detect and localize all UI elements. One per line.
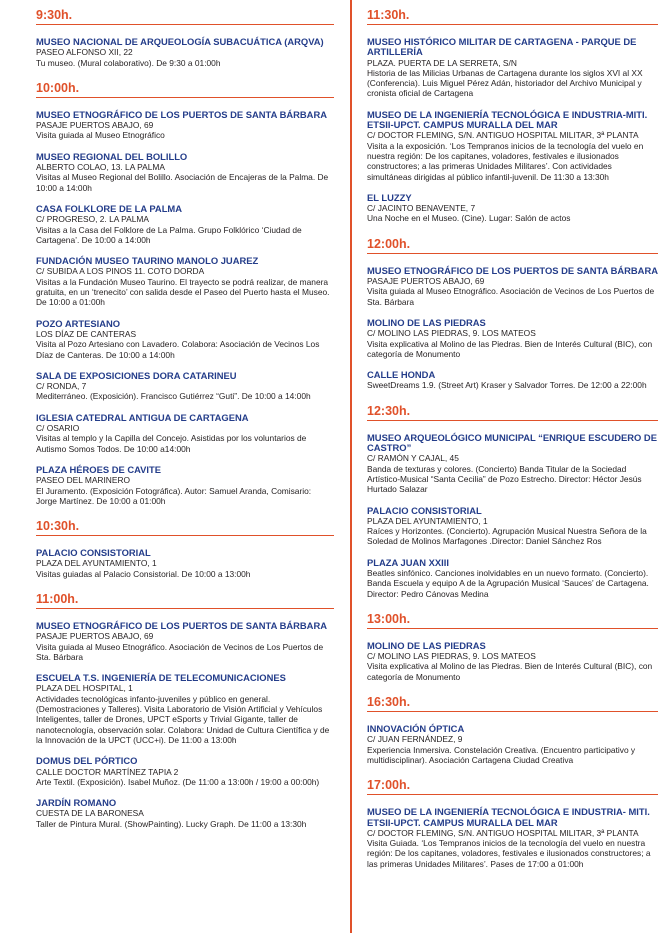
event-venue: MUSEO DE LA INGENIERÍA TECNOLÓGICA E INDUSTRIA- MITI. ETSII-UPCT. CAMPUS MURALLA DEL MAR xyxy=(367,806,650,828)
event-address: PASAJE PUERTOS ABAJO, 69 xyxy=(36,631,154,642)
event-venue: PALACIO CONSISTORIAL xyxy=(36,547,151,559)
time-slot xyxy=(36,79,334,506)
event-description: Mediterráneo. (Exposición). Francisco Gutiérrez “Guti”. De 10:00 a 14:00h xyxy=(36,391,311,402)
event-description: Visitas al templo y la Capilla del Concejo. Asistidas por los voluntarios de Autismo Somos Todos. De 10:00 a14:00h xyxy=(36,433,307,454)
event-entry xyxy=(36,204,334,245)
event-description: SweetDreams 1.9. (Street Art) Kraser y Salvador Torres. De 12:00 a 22:00h xyxy=(367,380,647,391)
event-description: Arte Textil. (Exposición). Isabel Muñoz. (De 11:00 a 13:00h / 19:00 a 00:00h) xyxy=(36,776,320,787)
event-description: Taller de Pintura Mural. (ShowPainting). Lucky Graph. De 11:00 a 13:30h xyxy=(36,818,307,829)
time-slot xyxy=(367,693,658,765)
event-venue: MUSEO HISTÓRICO MILITAR DE CARTAGENA - PARQUE DE ARTILLERÍA xyxy=(367,36,637,58)
event-address: C/ JACINTO BENAVENTE, 7 xyxy=(367,203,476,214)
time-rule xyxy=(367,24,658,25)
event-description: El Juramento. (Exposición Fotográfica). Autor: Samuel Aranda, Comisario: Jorge Martínez. De 10:00 a 01:00h xyxy=(36,485,312,506)
event-description: Visita explicativa al Molino de las Piedras. Bien de Interés Cultural (BIC), con categoría de Monumento xyxy=(367,661,653,682)
event-venue: SALA DE EXPOSICIONES DORA CATARINEU xyxy=(36,369,237,381)
time-heading: 16:30h. xyxy=(367,695,411,710)
time-heading: 11:30h. xyxy=(367,8,410,22)
time-slot xyxy=(367,402,658,599)
event-entry xyxy=(36,621,334,662)
time-slot xyxy=(367,610,658,682)
time-rule xyxy=(367,794,658,795)
event-address: C/ JUAN FERNÁNDEZ, 9 xyxy=(367,734,463,745)
event-entry xyxy=(36,371,334,402)
event-venue: MUSEO ETNOGRÁFICO DE LOS PUERTOS DE SANTA BÁRBARA xyxy=(36,619,327,631)
event-description: Experiencia Inmersiva. Constelación Creativa. (Encuentro participativo y multidisciplinar). Asociación Cartagena Ciudad Creativa xyxy=(367,744,636,765)
event-description: Visitas a la Casa del Folklore de La Palma. Grupo Folklórico ‘Ciudad de Cartagena’. De 10:00 a 14:00h xyxy=(36,224,302,245)
time-rule xyxy=(367,711,658,712)
time-rule xyxy=(36,535,334,536)
event-venue: ESCUELA T.S. INGENIERÍA DE TELECOMUNICACIONES xyxy=(36,672,286,684)
event-description: Visita guiada al Museo Etnográfico. Asociación de Vecinos de Los Puertos de Sta. Bárbara xyxy=(367,286,655,307)
event-venue: EL LUZZY xyxy=(367,191,412,203)
event-entry xyxy=(367,433,658,495)
time-heading: 10:00h. xyxy=(36,80,80,95)
event-venue: PALACIO CONSISTORIAL xyxy=(367,504,482,516)
time-rule xyxy=(367,253,658,254)
event-address: C/ OSARIO xyxy=(36,423,80,434)
event-address: PLAZA. PUERTA DE LA SERRETA, S/N xyxy=(367,57,517,68)
event-description: Visita guiada al Museo Etnográfico xyxy=(36,130,165,141)
event-description: Beatles sinfónico. Canciones inolvidables en un nuevo formato. (Concierto). Banda Escuela y equipo A de la Agrupación Musical ‘Sauces’ de Cartagena. Director: Pedro Cánovas Medina xyxy=(367,567,649,599)
event-venue: DOMUS DEL PÓRTICO xyxy=(36,755,138,767)
column-divider xyxy=(350,0,352,933)
event-address: PASAJE PUERTOS ABAJO, 69 xyxy=(367,276,485,287)
event-entry xyxy=(367,724,658,765)
event-entry xyxy=(367,193,658,224)
event-address: PLAZA DEL AYUNTAMIENTO, 1 xyxy=(367,515,488,526)
event-description: Una Noche en el Museo. (Cine). Lugar: Salón de actos xyxy=(367,213,571,224)
time-heading: 10:30h. xyxy=(36,519,80,534)
event-venue: IGLESIA CATEDRAL ANTIGUA DE CARTAGENA xyxy=(36,411,249,423)
event-entry xyxy=(367,506,658,547)
event-description: Banda de texturas y colores. (Concierto) Banda Titular de la Sociedad Artístico-Musical “Santa Cecilia” de Pozo Estrecho. Director: Héctor Jesús Hurtado Salazar xyxy=(367,463,642,495)
event-venue: POZO ARTESIANO xyxy=(36,317,121,329)
event-venue: MUSEO ETNOGRÁFICO DE LOS PUERTOS DE SANTA BÁRBARA xyxy=(36,108,327,120)
event-entry xyxy=(367,558,658,599)
event-description: Visita explicativa al Molino de las Piedras. Bien de Interés Cultural (BIC), con categoría de Monumento xyxy=(367,338,653,359)
event-entry xyxy=(36,37,334,68)
event-venue: MUSEO DE LA INGENIERÍA TECNOLÓGICA E INDUSTRIA-MITI. ETSII-UPCT. CAMPUS MURALLA DEL MAR xyxy=(367,108,648,131)
event-description: Visita al Pozo Artesiano con Lavadero. Colabora: Asociación de Vecinos Los Díaz de Canteras. De 10:00 a 14:00h xyxy=(36,339,320,360)
event-entry xyxy=(367,266,658,307)
event-description: Visitas al Museo Regional del Bolillo. Asociación de Encajeras de la Palma. De 10:00 a 14:00h xyxy=(36,172,329,193)
event-address: PLAZA DEL AYUNTAMIENTO, 1 xyxy=(36,558,157,569)
event-description: Historia de las Milicias Urbanas de Cartagena durante los siglos XVI al XX (Conferencia). Luis Miguel Pérez Adán, historiador del Archivo Municipal y cronista oficial de Cartagena xyxy=(367,67,643,99)
event-address: ALBERTO COLAO, 13. LA PALMA xyxy=(36,162,165,173)
time-rule xyxy=(36,608,334,609)
event-entry xyxy=(36,465,334,506)
event-description: Tu museo. (Mural colaborativo). De 9:30 a 01:00h xyxy=(36,57,221,68)
event-venue: PLAZA HÉROES DE CAVITE xyxy=(36,463,162,475)
time-slot xyxy=(36,517,334,579)
event-description: Visita guiada al Museo Etnográfico. Asociación de Vecinos de Los Puertos de Sta. Bárbara xyxy=(36,641,324,662)
event-venue: MUSEO REGIONAL DEL BOLILLO xyxy=(36,150,188,162)
time-heading: 11:00h. xyxy=(36,591,79,606)
event-entry xyxy=(367,318,658,359)
time-slot xyxy=(36,590,334,829)
event-description: Visita a la exposición. ‘Los Tempranos inicios de la tecnología del vuelo en nuestra región: De los capitanes, voladores, festivales e ilusionados constructores; a las primeras Unidades Militares’. Con actividades simultáneas dirigidas al público infantil-juvenil. De 11:30 a 13:30h xyxy=(367,140,644,182)
event-address: LOS DÍAZ DE CANTERAS xyxy=(36,328,137,339)
time-rule xyxy=(367,420,658,421)
event-entry xyxy=(367,807,658,869)
event-address: CUESTA DE LA BARONESA xyxy=(36,808,144,819)
time-rule xyxy=(36,24,334,25)
event-entry xyxy=(36,110,334,141)
event-address: PASEO DEL MARINERO xyxy=(36,475,131,486)
event-entry xyxy=(36,413,334,454)
program-column-left xyxy=(36,0,334,840)
event-address: C/ DOCTOR FLEMING, S/N. ANTIGUO HOSPITAL MILITAR, 3ª PLANTA xyxy=(367,827,639,838)
event-address: C/ DOCTOR FLEMING, S/N. ANTIGUO HOSPITAL MILITAR, 3ª PLANTA xyxy=(367,130,639,141)
time-slot xyxy=(367,6,658,224)
event-address: C/ PROGRESO, 2. LA PALMA xyxy=(36,214,149,225)
event-entry xyxy=(367,110,658,182)
event-description: Visitas guiadas al Palacio Consistorial. De 10:00 a 13:00h xyxy=(36,568,251,579)
time-heading: 12:30h. xyxy=(367,403,411,418)
time-rule xyxy=(36,97,334,98)
event-venue: MOLINO DE LAS PIEDRAS xyxy=(367,316,486,328)
event-address: C/ SUBIDA A LOS PINOS 11. COTO DORDA xyxy=(36,266,205,277)
event-venue: MOLINO DE LAS PIEDRAS xyxy=(367,639,486,651)
event-venue: MUSEO ARQUEOLÓGICO MUNICIPAL “ENRIQUE ESCUDERO DE CASTRO” xyxy=(367,431,657,454)
time-heading: 13:00h. xyxy=(367,611,411,626)
event-entry xyxy=(36,152,334,193)
time-heading: 17:00h. xyxy=(367,778,411,793)
event-entry xyxy=(367,641,658,682)
event-address: C/ MOLINO LAS PIEDRAS, 9. LOS MATEOS xyxy=(367,651,536,662)
time-heading: 12:00h. xyxy=(367,236,411,251)
event-venue: CASA FOLKLORE DE LA PALMA xyxy=(36,202,182,214)
event-entry xyxy=(36,548,334,579)
event-venue: PLAZA JUAN XXIII xyxy=(367,556,449,568)
event-address: C/ MOLINO LAS PIEDRAS, 9. LOS MATEOS xyxy=(367,328,536,339)
event-address: C/ RAMÓN Y CAJAL, 45 xyxy=(367,453,459,464)
event-venue: INNOVACIÓN ÓPTICA xyxy=(367,723,465,735)
event-entry xyxy=(36,673,334,745)
time-slot xyxy=(367,776,658,869)
event-address: PASEO ALFONSO XII, 22 xyxy=(36,47,133,58)
event-description: Raíces y Horizontes. (Concierto). Agrupación Musical Nuestra Señora de la Soledad de Molinos Marfagones .Director: Daniel Sánchez Ros xyxy=(367,526,647,547)
time-heading: 9:30h. xyxy=(36,8,73,22)
event-description: Actividades tecnológicas infanto-juveniles y público en general. (Demostraciones y Talleres). Visita Laboratorio de Visión Artificial y Vehículos Inteligentes, taller de Drones, UPCT eSports y Trivial Gigante, taller de nanotecnología, observación solar. Colabora: Unidad de Cultura Científica y de la Innovación de la UPCT (UCC+i). De 11:00 a 13:00h xyxy=(36,693,330,745)
event-venue: MUSEO NACIONAL DE ARQUEOLOGÍA SUBACUÁTICA (ARQVA) xyxy=(36,36,324,47)
event-address: PLAZA DEL HOSPITAL, 1 xyxy=(36,683,133,694)
time-slot xyxy=(36,6,334,68)
event-venue: CALLE HONDA xyxy=(367,369,436,381)
event-entry xyxy=(367,370,658,391)
event-entry xyxy=(36,256,334,307)
event-venue: JARDÍN ROMANO xyxy=(36,797,117,809)
time-slot xyxy=(367,235,658,391)
event-entry xyxy=(367,37,658,99)
event-entry xyxy=(36,756,334,787)
event-description: Visita Guiada. ‘Los Tempranos inicios de la tecnología del vuelo en nuestra región: De los capitanes, voladores, festivales e ilusionados constructores; a las primeras Unidades Militares’. Pases de 17:00 a 01:00h xyxy=(367,838,651,869)
event-description: Visitas a la Fundación Museo Taurino. El trayecto se podrá realizar, de manera gratuita, en un ‘trenecito’ con salida desde el Paseo del Puerto hasta el Museo. De 10:00 a 01:00h xyxy=(36,276,330,308)
event-venue: FUNDACIÓN MUSEO TAURINO MANOLO JUAREZ xyxy=(36,255,259,267)
event-entry xyxy=(36,798,334,829)
event-entry xyxy=(36,319,334,360)
event-address: CALLE DOCTOR MARTÍNEZ TAPIA 2 xyxy=(36,766,179,777)
event-address: C/ RONDA, 7 xyxy=(36,381,87,392)
program-column-right xyxy=(367,0,658,880)
event-address: PASAJE PUERTOS ABAJO, 69 xyxy=(36,120,154,131)
event-venue: MUSEO ETNOGRÁFICO DE LOS PUERTOS DE SANTA BÁRBARA xyxy=(367,264,658,276)
time-rule xyxy=(367,628,658,629)
